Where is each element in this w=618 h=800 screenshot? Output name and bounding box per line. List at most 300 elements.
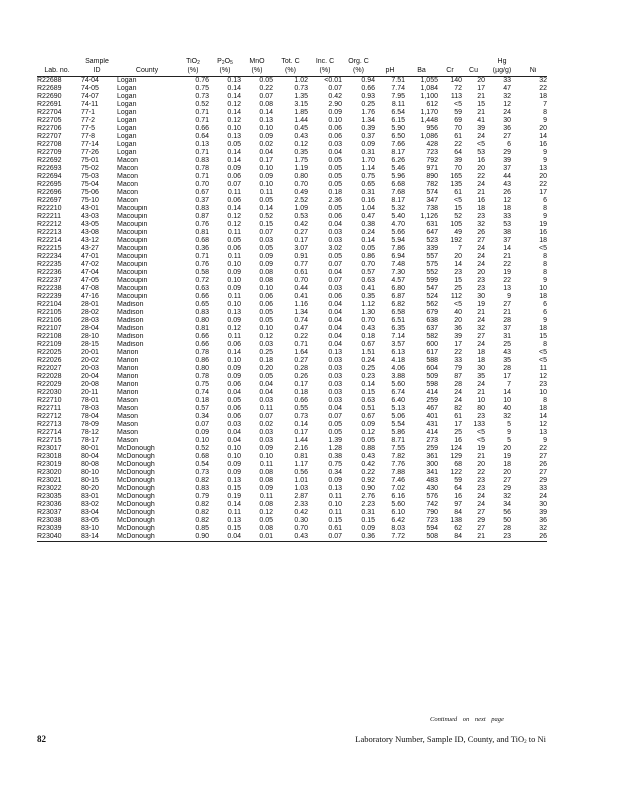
cell-tio2: 0.71 <box>195 149 209 156</box>
cell-ba: 523 <box>426 237 438 244</box>
cell-mno: 0.04 <box>259 149 273 156</box>
cell-org-c: 0.15 <box>361 517 375 524</box>
cell-ph: 8.71 <box>391 437 405 444</box>
cell-mno: 0.10 <box>259 285 273 292</box>
table-body <box>37 77 547 542</box>
cell-tot-c: 0.28 <box>294 365 308 372</box>
cell-ni: 20 <box>539 125 547 132</box>
table-row <box>37 261 547 269</box>
header-cu: Cu <box>462 67 485 77</box>
cell-ni: 7 <box>543 101 547 108</box>
cell-ph: 4.18 <box>391 357 405 364</box>
cell-ba: 612 <box>426 101 438 108</box>
cell-county: Madison <box>117 325 144 332</box>
cell-sample-id: 43-12 <box>81 237 99 244</box>
cell-cu: 18 <box>477 205 485 212</box>
cell-cu: 23 <box>477 285 485 292</box>
cell-cr: 138 <box>450 517 462 524</box>
cell-lab-no: R22030 <box>37 389 62 396</box>
cell-tio2: 0.80 <box>195 317 209 324</box>
cell-p2o5: 0.10 <box>227 277 241 284</box>
cell-cu: 19 <box>477 301 485 308</box>
cell-ph: 7.76 <box>391 461 405 468</box>
cell-ph: 6.15 <box>391 117 405 124</box>
table-row <box>37 77 547 86</box>
cell-mno: 0.08 <box>259 269 273 276</box>
cell-lab-no: R22027 <box>37 365 62 372</box>
cell-sample-id: 28-10 <box>81 333 99 340</box>
cell-cu: 23 <box>477 413 485 420</box>
cell-county: Marion <box>117 357 139 364</box>
cell-county: Logan <box>117 133 137 140</box>
cell-tio2: 0.13 <box>195 141 209 148</box>
cell-hg: 37 <box>503 325 511 332</box>
cell-org-c: 0.05 <box>361 245 375 252</box>
cell-org-c: 0.09 <box>361 421 375 428</box>
cell-ph: 3.57 <box>391 341 405 348</box>
cell-ni: 9 <box>543 213 547 220</box>
cell-ph: 5.46 <box>391 165 405 172</box>
cell-cu: 23 <box>477 213 485 220</box>
cell-cu: 24 <box>477 493 485 500</box>
cell-tio2: 0.68 <box>195 453 209 460</box>
cell-ph: 6.68 <box>391 181 405 188</box>
cell-cu: <5 <box>477 141 485 148</box>
cell-hg: 27 <box>503 133 511 140</box>
cell-lab-no: R22714 <box>37 429 62 436</box>
cell-org-c: 1.34 <box>361 117 375 124</box>
cell-lab-no: R23022 <box>37 485 62 492</box>
cell-county: Macon <box>117 157 139 164</box>
cell-cr: 113 <box>450 93 462 100</box>
cell-p2o5: 0.15 <box>227 485 241 492</box>
cell-mno: 0.07 <box>259 413 273 420</box>
cell-mno: 0.05 <box>259 245 273 252</box>
cell-lab-no: R23039 <box>37 525 62 532</box>
cell-cu: 35 <box>477 373 485 380</box>
cell-ph: 5.66 <box>391 229 405 236</box>
table-row <box>37 205 547 213</box>
table-row <box>37 365 547 373</box>
cell-sample-id: 75-04 <box>81 181 99 188</box>
cell-tot-c: 0.41 <box>294 293 308 300</box>
cell-tot-c: 0.35 <box>294 149 308 156</box>
cell-p2o5: 0.14 <box>227 93 241 100</box>
cell-org-c: 1.04 <box>361 205 375 212</box>
cell-ni: 18 <box>539 405 547 412</box>
cell-lab-no: R22213 <box>37 229 62 236</box>
header-p2o5: $P_2O_5$ <box>217 58 233 66</box>
cell-ba: 792 <box>426 157 438 164</box>
cell-ph: 7.46 <box>391 477 405 484</box>
cell-county: Macoupin <box>117 229 148 236</box>
cell-lab-no: R23040 <box>37 533 77 542</box>
cell-inc-c: 0.05 <box>328 429 342 436</box>
cell-lab-no: R22692 <box>37 157 62 164</box>
table-row <box>37 493 547 501</box>
cell-county: McDonough <box>117 461 155 468</box>
cell-lab-no: R22108 <box>37 333 62 340</box>
cell-ba: 890 <box>426 173 438 180</box>
cell-county: McDonough <box>117 509 155 516</box>
cell-inc-c: 0.03 <box>328 357 342 364</box>
cell-tot-c: 3.07 <box>294 245 308 252</box>
cell-mno: 0.13 <box>259 117 273 124</box>
cell-inc-c: 0.04 <box>328 317 342 324</box>
cell-inc-c: 0.03 <box>328 389 342 396</box>
cell-ba: 339 <box>426 245 438 252</box>
cell-org-c: 0.51 <box>361 405 375 412</box>
cell-mno: 0.05 <box>259 77 273 84</box>
cell-org-c: 0.67 <box>361 413 375 420</box>
cell-p2o5: 0.14 <box>227 109 241 116</box>
header-tio2: TiO$_2$ <box>186 58 200 66</box>
cell-cr: 22 <box>454 141 462 148</box>
cell-p2o5: 0.06 <box>227 381 241 388</box>
cell-ba: 347 <box>426 197 438 204</box>
page-number: 82 <box>37 734 46 744</box>
table-row <box>37 197 547 205</box>
table-row <box>37 341 547 349</box>
cell-ph: 7.02 <box>391 485 405 492</box>
cell-inc-c: 0.07 <box>328 261 342 268</box>
cell-county: Mason <box>117 421 139 428</box>
cell-org-c: 0.35 <box>361 293 375 300</box>
cell-cu: 30 <box>477 293 485 300</box>
cell-ph: 6.58 <box>391 309 405 316</box>
cell-cr: 70 <box>454 125 462 132</box>
cell-hg: 5 <box>507 421 511 428</box>
cell-org-c: 0.63 <box>361 397 375 404</box>
cell-ni: 9 <box>543 437 547 444</box>
cell-inc-c: 0.06 <box>328 125 342 132</box>
data-table <box>37 58 547 542</box>
cell-tot-c: 0.30 <box>294 517 308 524</box>
cell-county: Logan <box>117 125 137 132</box>
cell-org-c: 0.75 <box>361 173 375 180</box>
cell-ni: 8 <box>543 261 547 268</box>
cell-tot-c: 0.12 <box>294 141 308 148</box>
cell-mno: 0.10 <box>259 181 273 188</box>
cell-cu: 15 <box>477 101 485 108</box>
cell-hg: 32 <box>503 413 511 420</box>
cell-mno: 0.05 <box>259 197 273 204</box>
header-ph: pH <box>375 67 405 77</box>
cell-tio2: 0.81 <box>195 325 209 332</box>
cell-ph: 6.51 <box>391 317 405 324</box>
cell-mno: 0.03 <box>259 437 273 444</box>
cell-org-c: 0.22 <box>361 469 375 476</box>
cell-ph: 7.14 <box>391 333 405 340</box>
cell-inc-c: 0.03 <box>328 381 342 388</box>
cell-tot-c: 1.44 <box>294 437 308 444</box>
cell-hg: 25 <box>503 341 511 348</box>
table-row <box>37 117 547 125</box>
cell-mno: 0.18 <box>259 357 273 364</box>
cell-ph: 7.74 <box>391 85 405 92</box>
cell-ni: 9 <box>543 277 547 284</box>
cell-p2o5: 0.14 <box>227 501 241 508</box>
cell-cr: 52 <box>454 213 462 220</box>
cell-org-c: 0.93 <box>361 93 375 100</box>
cell-county: Madison <box>117 317 144 324</box>
cell-ba: 259 <box>426 445 438 452</box>
cell-hg: 5 <box>507 437 511 444</box>
cell-ni: <5 <box>539 357 547 364</box>
cell-p2o5: 0.14 <box>227 205 241 212</box>
cell-inc-c: 0.04 <box>328 325 342 332</box>
cell-inc-c: 0.10 <box>328 501 342 508</box>
cell-ni: 16 <box>539 141 547 148</box>
cell-cu: 21 <box>477 93 485 100</box>
cell-sample-id: 74-07 <box>81 93 99 100</box>
cell-cr: <5 <box>454 101 462 108</box>
cell-ph: 7.66 <box>391 141 405 148</box>
cell-inc-c: 0.03 <box>328 141 342 148</box>
cell-ni: 15 <box>539 333 547 340</box>
cell-ph: 6.87 <box>391 293 405 300</box>
cell-sample-id: 80-04 <box>81 453 99 460</box>
cell-cr: 72 <box>454 85 462 92</box>
cell-cu: 16 <box>477 157 485 164</box>
cell-tio2: 0.54 <box>195 461 209 468</box>
cell-ph: 5.96 <box>391 173 405 180</box>
cell-mno: 0.06 <box>259 293 273 300</box>
cell-sample-id: 77-8 <box>81 133 96 140</box>
cell-county: McDonough <box>117 533 177 542</box>
table-row <box>37 101 547 109</box>
cell-lab-no: R22214 <box>37 237 62 244</box>
cell-ni: 8 <box>543 205 547 212</box>
cell-ph: 5.40 <box>391 213 405 220</box>
cell-p2o5: 0.09 <box>227 269 241 276</box>
cell-ba: 631 <box>426 221 438 228</box>
cell-sample-id: 80-20 <box>81 485 99 492</box>
cell-mno: 0.07 <box>259 229 273 236</box>
cell-ni: 27 <box>539 469 547 476</box>
cell-tot-c: 0.17 <box>294 429 308 436</box>
table-row <box>37 229 547 237</box>
cell-ba: 588 <box>426 357 438 364</box>
cell-mno: 0.09 <box>259 485 273 492</box>
cell-tio2: 0.83 <box>195 309 209 316</box>
cell-ni: 12 <box>539 373 547 380</box>
cell-tot-c: 0.47 <box>294 325 308 332</box>
cell-lab-no: R22236 <box>37 269 62 276</box>
cell-ni: 9 <box>543 149 547 156</box>
cell-sample-id: 20-03 <box>81 365 99 372</box>
cell-org-c: 0.88 <box>361 445 375 452</box>
cell-ni: 18 <box>539 237 547 244</box>
cell-ba: 594 <box>426 525 438 532</box>
cell-ba: 467 <box>426 405 438 412</box>
cell-cr: 68 <box>454 461 462 468</box>
table-header <box>37 58 547 77</box>
cell-org-c: 0.24 <box>361 229 375 236</box>
cell-ni: 26 <box>539 461 547 468</box>
cell-ph: 7.82 <box>391 453 405 460</box>
cell-cr: 105 <box>450 221 462 228</box>
table-row <box>37 413 547 421</box>
cell-cu: 16 <box>477 197 485 204</box>
cell-org-c: 0.12 <box>361 429 375 436</box>
cell-tio2: 0.83 <box>195 157 209 164</box>
cell-sample-id: 77-26 <box>81 149 99 156</box>
cell-org-c: 1.14 <box>361 165 375 172</box>
cell-cu: 133 <box>473 421 485 428</box>
cell-mno: 0.09 <box>259 253 273 260</box>
cell-tio2: 0.76 <box>195 261 209 268</box>
cell-org-c: 0.41 <box>361 285 375 292</box>
cell-inc-c: 0.06 <box>328 213 342 220</box>
cell-hg: 14 <box>503 389 511 396</box>
cell-ni: 30 <box>539 501 547 508</box>
cell-cr: 24 <box>454 389 462 396</box>
cell-inc-c: 0.06 <box>328 133 342 140</box>
cell-ph: 6.10 <box>391 509 405 516</box>
cell-tot-c: 1.03 <box>294 485 308 492</box>
table-row <box>37 333 547 341</box>
cell-cr: 64 <box>454 149 462 156</box>
cell-cu: 18 <box>477 357 485 364</box>
cell-tio2: 0.07 <box>195 421 209 428</box>
cell-ni: 23 <box>539 381 547 388</box>
cell-org-c: 0.23 <box>361 373 375 380</box>
cell-p2o5: 0.10 <box>227 357 241 364</box>
cell-tio2: 0.78 <box>195 349 209 356</box>
cell-hg: 24 <box>503 109 511 116</box>
cell-hg: 33 <box>503 77 511 84</box>
cell-ni: 13 <box>539 165 547 172</box>
table-row <box>37 181 547 189</box>
cell-cu: 21 <box>477 389 485 396</box>
cell-sample-id: 80-15 <box>81 477 99 484</box>
cell-cr: 64 <box>454 485 462 492</box>
cell-cu: <5 <box>477 437 485 444</box>
cell-inc-c: 0.05 <box>328 205 342 212</box>
cell-county: McDonough <box>117 501 155 508</box>
cell-org-c: 0.70 <box>361 317 375 324</box>
cell-org-c: 0.09 <box>361 141 375 148</box>
cell-hg: 18 <box>503 205 511 212</box>
cell-ba: 1,084 <box>420 85 438 92</box>
table-row <box>37 93 547 101</box>
cell-tio2: 0.66 <box>195 125 209 132</box>
cell-inc-c: 0.04 <box>328 333 342 340</box>
cell-ba: 562 <box>426 301 438 308</box>
table-row <box>37 133 547 141</box>
cell-org-c: 0.25 <box>361 365 375 372</box>
cell-p2o5: 0.10 <box>227 261 241 268</box>
cell-ni: 13 <box>539 429 547 436</box>
cell-cu: 21 <box>462 533 485 542</box>
cell-ph: 8.03 <box>391 525 405 532</box>
cell-org-c: 2.76 <box>361 493 375 500</box>
cell-tio2: 0.74 <box>195 389 209 396</box>
cell-hg: 26 <box>503 189 511 196</box>
table-row <box>37 533 547 542</box>
cell-tio2: 0.58 <box>195 269 209 276</box>
cell-ba: 598 <box>426 381 438 388</box>
cell-hg: 12 <box>503 197 511 204</box>
cell-inc-c: 0.05 <box>328 173 342 180</box>
cell-lab-no: R22025 <box>37 349 62 356</box>
cell-lab-no: R22690 <box>37 93 62 100</box>
cell-sample-id: 20-11 <box>81 389 99 396</box>
cell-cr: 135 <box>450 181 462 188</box>
cell-tio2: 0.76 <box>195 221 209 228</box>
cell-ba: 273 <box>426 437 438 444</box>
cell-tot-c: 0.45 <box>294 125 308 132</box>
cell-inc-c: 0.05 <box>328 165 342 172</box>
cell-lab-no: R23036 <box>37 501 62 508</box>
cell-cu: 80 <box>477 405 485 412</box>
cell-tio2: 0.78 <box>195 165 209 172</box>
table-row <box>37 381 547 389</box>
cell-p2o5: 0.06 <box>227 245 241 252</box>
cell-ba: 361 <box>426 453 438 460</box>
cell-p2o5: 0.10 <box>227 445 241 452</box>
cell-mno: 0.02 <box>259 141 273 148</box>
cell-ba: 679 <box>426 309 438 316</box>
cell-ni: 29 <box>539 477 547 484</box>
cell-tot-c: 2.52 <box>294 197 308 204</box>
cell-cu: 17 <box>477 85 485 92</box>
cell-cu: 24 <box>477 245 485 252</box>
cell-ba: 552 <box>426 269 438 276</box>
cell-inc-c: 0.61 <box>328 525 342 532</box>
cell-p2o5: 0.09 <box>227 461 241 468</box>
cell-county: Macoupin <box>117 253 148 260</box>
cell-county: Logan <box>117 85 137 92</box>
cell-lab-no: R22689 <box>37 85 62 92</box>
cell-inc-c: 0.11 <box>328 493 342 500</box>
cell-hg: 18 <box>503 461 511 468</box>
cell-cr: 39 <box>454 157 462 164</box>
cell-hg: 31 <box>503 333 511 340</box>
cell-mno: 0.01 <box>241 533 273 542</box>
cell-tot-c: 0.70 <box>294 277 308 284</box>
cell-ni: 9 <box>543 157 547 164</box>
cell-ni: 6 <box>543 309 547 316</box>
cell-tot-c: 2.87 <box>294 493 308 500</box>
cell-org-c: 0.14 <box>361 381 375 388</box>
cell-inc-c: 2.36 <box>328 197 342 204</box>
cell-tot-c: 0.70 <box>294 525 308 532</box>
cell-p2o5: 0.06 <box>227 341 241 348</box>
cell-inc-c: 0.75 <box>328 461 342 468</box>
cell-ph: 7.86 <box>391 245 405 252</box>
cell-county: Mason <box>117 397 139 404</box>
cell-ph: 6.13 <box>391 349 405 356</box>
cell-cr: 16 <box>454 437 462 444</box>
cell-org-c: 0.63 <box>361 277 375 284</box>
cell-hg: 50 <box>503 517 511 524</box>
cell-tot-c: 1.85 <box>294 109 308 116</box>
cell-county: Macon <box>117 173 139 180</box>
cell-cr: 62 <box>454 525 462 532</box>
cell-inc-c: 0.04 <box>328 301 342 308</box>
cell-hg: 12 <box>503 101 511 108</box>
cell-cr: 23 <box>454 269 462 276</box>
cell-tot-c: 1.16 <box>294 301 308 308</box>
cell-mno: 0.04 <box>259 381 273 388</box>
table-row <box>37 469 547 477</box>
cell-cu: 24 <box>477 181 485 188</box>
cell-hg: 38 <box>503 229 511 236</box>
header-mno: MnO <box>249 58 265 65</box>
cell-tot-c: 0.66 <box>294 397 308 404</box>
